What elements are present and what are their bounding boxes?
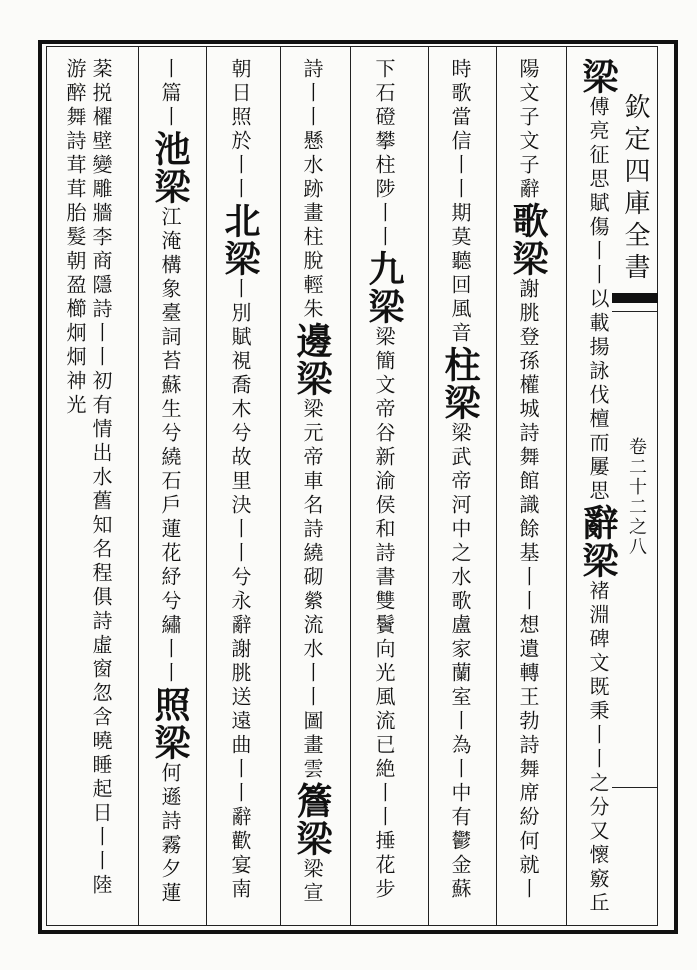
headword: 歌梁 xyxy=(507,202,549,278)
note-text: 下石磴攀 xyxy=(372,58,396,154)
note-text: 載揚詠伐檀而屢思 xyxy=(586,312,610,504)
headword: 辭梁 xyxy=(577,504,619,580)
note-text: 梁武帝河中之水歌盧家蘭室丨為丨中有鬱金蘇 xyxy=(448,422,472,902)
text-column-1 xyxy=(570,58,624,918)
column-divider xyxy=(350,47,351,925)
column-divider xyxy=(566,47,567,925)
column-divider xyxy=(280,47,281,925)
headword: 照梁 xyxy=(149,686,191,762)
headword: 池梁 xyxy=(149,130,191,206)
text-column-8 xyxy=(60,58,114,918)
note-text: 畫柱脫輕朱 xyxy=(300,202,324,322)
note-text: 梁宣 xyxy=(300,858,324,906)
note-text: 朝日照 xyxy=(228,58,252,130)
column-divider xyxy=(138,47,139,925)
note-text: 文子辭 xyxy=(516,130,540,202)
note-text xyxy=(142,226,143,394)
note-text: 丨 xyxy=(158,58,182,82)
volume-number: 卷二十二之八 xyxy=(626,437,647,557)
column-divider xyxy=(206,47,207,925)
column-divider xyxy=(428,47,429,925)
headword: 簷梁 xyxy=(291,782,333,858)
headword: 邊梁 xyxy=(291,322,333,398)
note-text: 褚淵碑文既秉丨丨之分又懷竅丘 xyxy=(586,580,610,916)
book-title: 欽定四庫全書 xyxy=(620,93,650,285)
headword: 柱梁 xyxy=(439,346,481,422)
note-text: 棻捝櫂壁變雕牆李商隱詩丨丨初有情出水舊知名程俱詩虛窗忽含曉睡起日丨丨陸游醉舞詩茸茸胎髮朝盈櫛炯炯神光 xyxy=(63,58,113,898)
text-column-5 xyxy=(284,58,338,918)
note-text: 篇丨 xyxy=(158,82,182,130)
note-text: 丨別賦視喬木兮故里決丨丨兮永辭謝朓送遠曲丨丨辭歡宴南 xyxy=(228,278,252,902)
note-text: 傅亮征思賦傷丨丨以 xyxy=(586,96,610,312)
note-text: 何遜詩霧夕蓮 xyxy=(158,762,182,906)
note-text: 期莫聽回風音 xyxy=(448,202,472,346)
note-text: 江淹構象臺詞苔蘇生兮繞石戶蓮花紓兮繡丨丨 xyxy=(158,206,182,686)
text-column-7 xyxy=(142,58,196,918)
note-text: 梁簡文帝谷新渝侯和詩書雙鬢向光風流已絶丨丨捶花步 xyxy=(372,326,396,902)
note-text: 詩丨丨懸水跡 xyxy=(300,58,324,202)
note-text: 梁元帝車名詩繞砌縈流水丨丨圖畫雲 xyxy=(300,398,324,782)
headword: 九梁 xyxy=(363,250,405,326)
note-text: 柱陟丨丨 xyxy=(372,154,396,250)
note-text: 於丨丨 xyxy=(228,130,252,202)
headword: 梁 xyxy=(577,58,619,96)
text-column-6 xyxy=(212,58,266,918)
text-column-4 xyxy=(356,58,410,918)
column-divider xyxy=(496,47,497,925)
text-column-2 xyxy=(500,58,554,918)
note-text: 謝朓登孫權城詩舞館識餘基丨丨想遺轉王勃詩舞席紛何就丨 xyxy=(516,278,540,902)
text-column-3 xyxy=(432,58,486,918)
note-text: 時歌當信丨丨 xyxy=(448,58,472,202)
headword: 北梁 xyxy=(219,202,261,278)
note-text: 陽文子 xyxy=(516,58,540,130)
